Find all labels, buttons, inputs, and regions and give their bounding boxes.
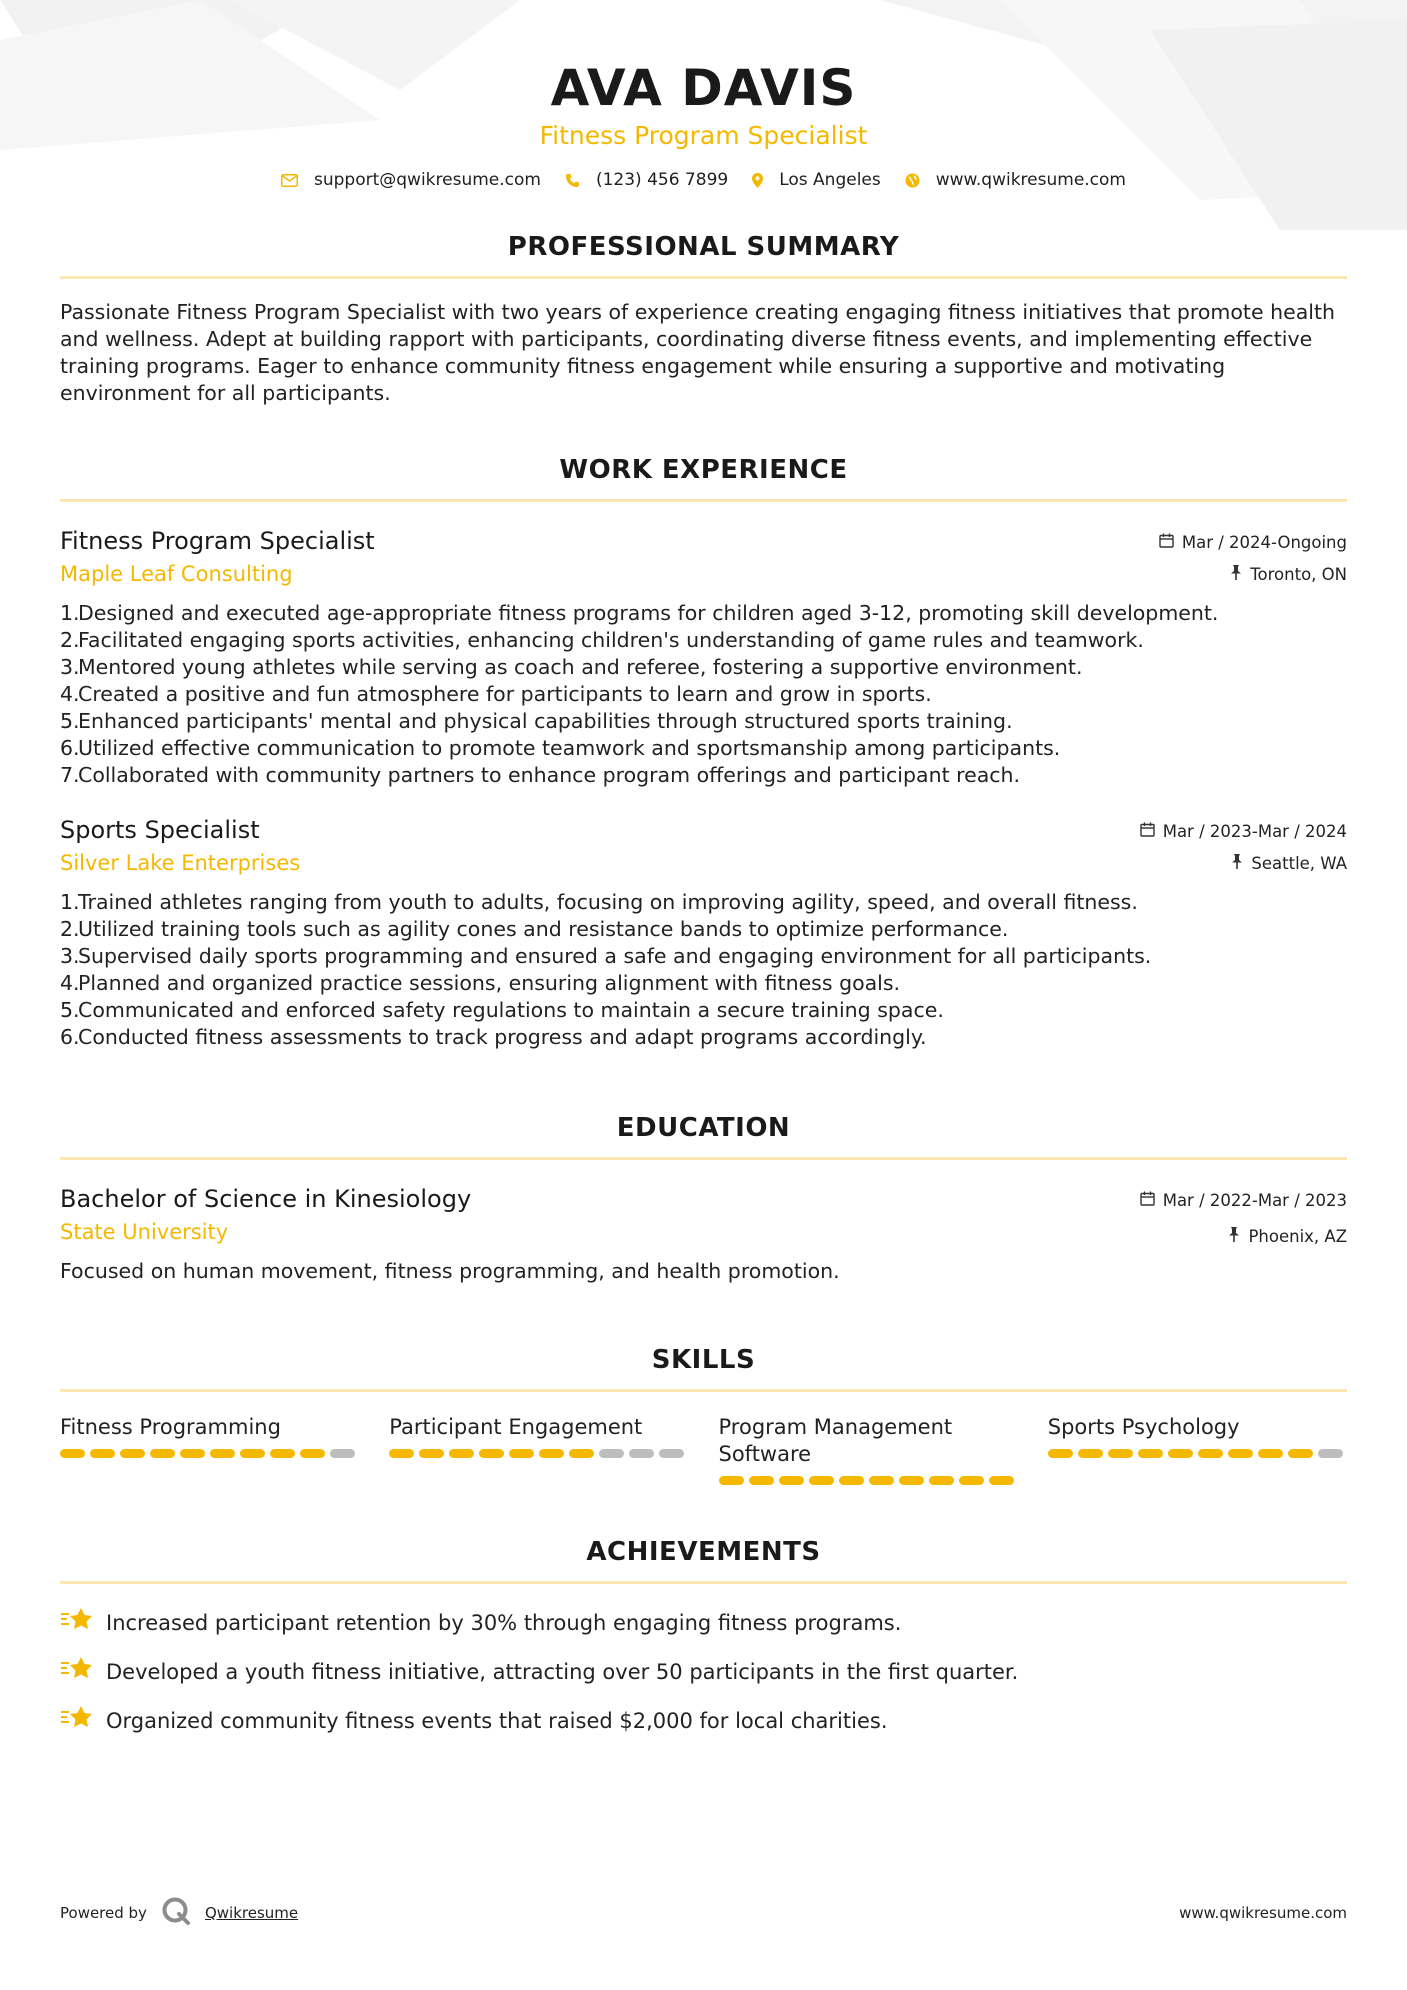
skill-segment-filled: [899, 1476, 924, 1485]
skill-segment-filled: [270, 1449, 295, 1458]
list-item: 2. Facilitated engaging sports activities, enhancing children's understanding of game rules and teamwork.: [60, 628, 1144, 652]
summary-divider: [60, 276, 1347, 279]
achievements-divider: [60, 1581, 1347, 1584]
globe-icon: [905, 173, 920, 188]
powered-by-label: Powered by: [60, 1904, 147, 1922]
experience-heading: WORK EXPERIENCE: [559, 455, 848, 485]
list-item: Increased participant retention by 30% through engaging fitness programs.: [60, 1606, 1347, 1639]
candidate-role: Fitness Program Specialist: [539, 121, 868, 150]
skill-segment-filled: [240, 1449, 265, 1458]
skills-list: [60, 1414, 1347, 1485]
skill-segment-filled: [120, 1449, 145, 1458]
skills-divider: [60, 1389, 1347, 1392]
skill-segment-filled: [989, 1476, 1014, 1485]
email-link[interactable]: support@qwikresume.com: [314, 170, 541, 190]
skill-item: [389, 1414, 688, 1485]
skill-name: Program Management Software: [718, 1415, 953, 1466]
skill-segment-empty: [629, 1449, 654, 1458]
job-date: Mar / 2024-Ongoing: [1181, 533, 1347, 552]
pushpin-icon: [1231, 853, 1243, 875]
list-item: 3. Supervised daily sports programming and ensured a safe and engaging environment for all participants.: [60, 944, 1152, 968]
list-item: Organized community fitness events that raised $2,000 for local charities.: [60, 1704, 1347, 1737]
skill-segment-filled: [809, 1476, 834, 1485]
calendar-icon: [1159, 532, 1174, 554]
list-item: 4. Created a positive and fun atmosphere for participants to learn and grow in sports.: [60, 682, 932, 706]
skill-segment-empty: [599, 1449, 624, 1458]
education-entry: [60, 1184, 1347, 1285]
skill-segment-filled: [719, 1476, 744, 1485]
skill-segment-filled: [569, 1449, 594, 1458]
job-company: Silver Lake Enterprises: [60, 851, 301, 875]
skill-item: [60, 1414, 359, 1485]
skill-segment-filled: [779, 1476, 804, 1485]
skill-level-bar: [1048, 1449, 1347, 1458]
skill-segment-filled: [300, 1449, 325, 1458]
skill-segment-empty: [1318, 1449, 1343, 1458]
education-divider: [60, 1157, 1347, 1160]
job-bullets: [60, 889, 1347, 1051]
footer-url-link[interactable]: www.qwikresume.com: [1179, 1904, 1347, 1922]
job-location: Toronto, ON: [1250, 565, 1347, 584]
pushpin-icon: [1230, 564, 1242, 586]
job-location: Seattle, WA: [1251, 854, 1347, 873]
job-entry: [60, 526, 1347, 789]
calendar-icon: [1140, 821, 1155, 843]
skill-segment-filled: [1198, 1449, 1223, 1458]
qwikresume-logo-icon: [161, 1896, 191, 1930]
star-icon: [60, 1606, 94, 1639]
skill-segment-empty: [330, 1449, 355, 1458]
skill-segment-empty: [659, 1449, 684, 1458]
website-link[interactable]: www.qwikresume.com: [935, 170, 1126, 190]
skill-segment-filled: [210, 1449, 235, 1458]
skill-segment-filled: [1228, 1449, 1253, 1458]
achievements-list: [60, 1606, 1347, 1737]
email-icon: [281, 174, 298, 187]
school-name: State University: [60, 1220, 229, 1244]
skill-segment-filled: [389, 1449, 414, 1458]
calendar-icon: [1140, 1190, 1155, 1212]
skill-segment-filled: [180, 1449, 205, 1458]
job-date: Mar / 2023-Mar / 2024: [1162, 822, 1347, 841]
list-item: 7. Collaborated with community partners to enhance program offerings and participant reach.: [60, 763, 1021, 787]
list-item: 5. Enhanced participants' mental and physical capabilities through structured sports training.: [60, 709, 1013, 733]
list-item: 6. Conducted fitness assessments to track progress and adapt programs accordingly.: [60, 1025, 927, 1049]
skill-name: Sports Psychology: [1047, 1415, 1240, 1439]
skill-segment-filled: [1108, 1449, 1133, 1458]
list-item: 1. Trained athletes ranging from youth to adults, focusing on improving agility, speed, and overall fitness.: [60, 890, 1138, 914]
star-icon: [60, 1704, 94, 1737]
skill-segment-filled: [1168, 1449, 1193, 1458]
skill-segment-filled: [869, 1476, 894, 1485]
page-footer: [60, 1896, 1347, 1930]
skill-segment-filled: [419, 1449, 444, 1458]
degree-title: Bachelor of Science in Kinesiology: [60, 1185, 472, 1213]
location-pin-icon: [752, 173, 763, 188]
candidate-name: AVA DAVIS: [550, 59, 857, 117]
achievements-heading: ACHIEVEMENTS: [586, 1537, 821, 1567]
skill-segment-filled: [1288, 1449, 1313, 1458]
education-date: Mar / 2022-Mar / 2023: [1162, 1191, 1347, 1210]
education-heading: EDUCATION: [616, 1113, 791, 1143]
education-description: Focused on human movement, fitness programming, and health promotion.: [60, 1259, 840, 1283]
summary-text: Passionate Fitness Program Specialist with two years of experience creating engaging fitness initiatives that promote health and wellness. Adept at building rapport with participants, coordinating diverse fitness events, and implementing effective training programs. Eager to enhance community fitness engagement while ensuring a supportive and motivating environment for all participants.: [60, 300, 1335, 405]
resume-header: [60, 0, 1347, 190]
skill-item: [719, 1414, 1018, 1485]
location-text: Los Angeles: [779, 170, 881, 190]
skill-segment-filled: [150, 1449, 175, 1458]
phone-number: (123) 456 7899: [595, 170, 729, 190]
summary-heading: PROFESSIONAL SUMMARY: [507, 232, 900, 262]
list-item: 5. Communicated and enforced safety regulations to maintain a secure training space.: [60, 998, 944, 1022]
job-bullets: [60, 600, 1347, 789]
contact-info: [60, 170, 1347, 190]
skill-segment-filled: [839, 1476, 864, 1485]
list-item: 4. Planned and organized practice sessions, ensuring alignment with fitness goals.: [60, 971, 901, 995]
skill-segment-filled: [959, 1476, 984, 1485]
list-item: 3. Mentored young athletes while serving as coach and referee, fostering a supportive environment.: [60, 655, 1083, 679]
job-title: Sports Specialist: [60, 816, 260, 844]
skill-segment-filled: [449, 1449, 474, 1458]
skill-name: Participant Engagement: [389, 1415, 643, 1439]
job-company: Maple Leaf Consulting: [60, 562, 293, 586]
experience-divider: [60, 499, 1347, 502]
skill-level-bar: [60, 1449, 359, 1458]
skill-segment-filled: [1258, 1449, 1283, 1458]
list-item: 1. Designed and executed age-appropriate fitness programs for children aged 3-12, promoting skill development.: [60, 601, 1219, 625]
skill-item: [1048, 1414, 1347, 1485]
skill-name: Fitness Programming: [60, 1415, 281, 1439]
qwikresume-link[interactable]: Qwikresume: [204, 1904, 299, 1922]
list-item: Developed a youth fitness initiative, attracting over 50 participants in the first quarter.: [60, 1655, 1347, 1688]
list-item: 6. Utilized effective communication to promote teamwork and sportsmanship among participants.: [60, 736, 1061, 760]
skill-segment-filled: [1138, 1449, 1163, 1458]
job-entry: [60, 815, 1347, 1051]
skill-segment-filled: [1048, 1449, 1073, 1458]
skill-segment-filled: [929, 1476, 954, 1485]
job-title: Fitness Program Specialist: [60, 527, 375, 555]
skill-segment-filled: [539, 1449, 564, 1458]
skill-segment-filled: [479, 1449, 504, 1458]
skill-level-bar: [389, 1449, 688, 1458]
skill-segment-filled: [1078, 1449, 1103, 1458]
pushpin-icon: [1228, 1226, 1240, 1248]
skill-segment-filled: [60, 1449, 85, 1458]
skill-level-bar: [719, 1476, 1018, 1485]
list-item: 2. Utilized training tools such as agility cones and resistance bands to optimize performance.: [60, 917, 1009, 941]
education-location: Phoenix, AZ: [1248, 1227, 1347, 1246]
star-icon: [60, 1655, 94, 1688]
skills-heading: SKILLS: [651, 1345, 756, 1375]
phone-icon: [565, 173, 580, 188]
skill-segment-filled: [509, 1449, 534, 1458]
skill-segment-filled: [749, 1476, 774, 1485]
skill-segment-filled: [90, 1449, 115, 1458]
